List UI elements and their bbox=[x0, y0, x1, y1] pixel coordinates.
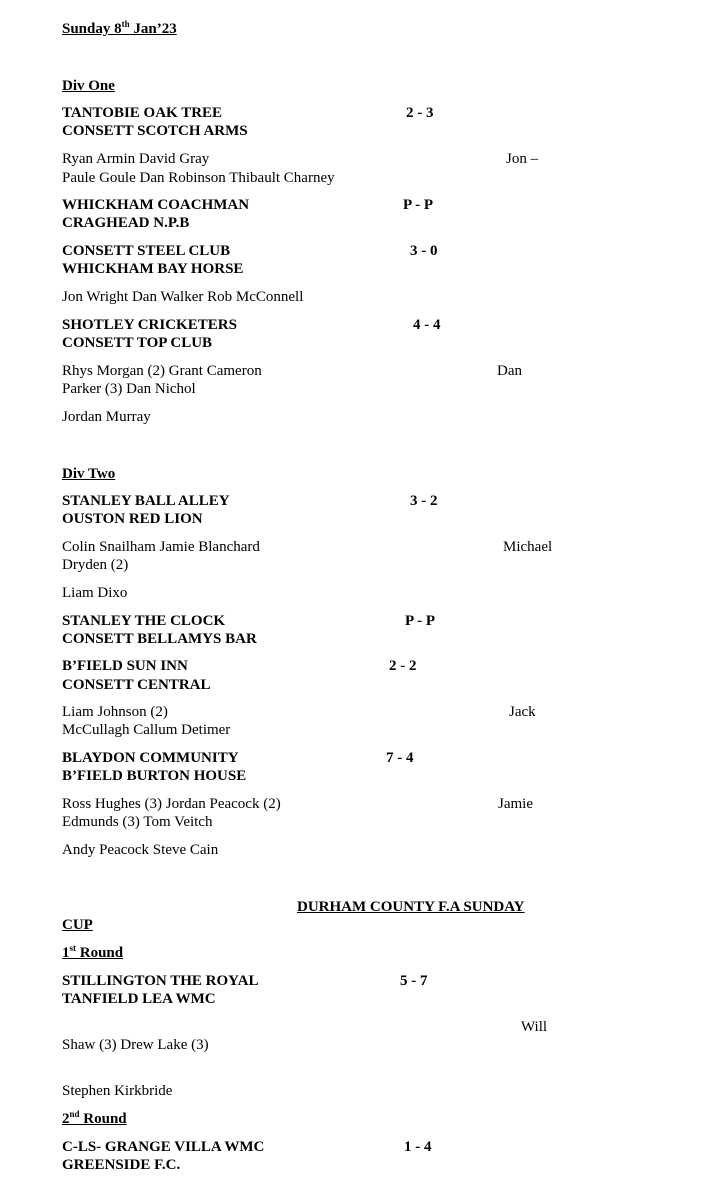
scorers-line: Will bbox=[521, 1019, 548, 1035]
scorers-line: Stephen Kirkbride bbox=[62, 1083, 173, 1099]
scorers-line: Dan bbox=[497, 363, 522, 379]
scorers-line: Parker (3) Dan Nichol bbox=[62, 381, 196, 397]
match-score: 2 - 3 bbox=[406, 105, 434, 121]
scorers-line: Ross Hughes (3) Jordan Peacock (2) bbox=[62, 796, 281, 812]
round-heading: 1st Round bbox=[62, 943, 124, 961]
scorers-line: Dryden (2) bbox=[62, 557, 129, 573]
away-team: CRAGHEAD N.P.B bbox=[62, 215, 190, 231]
cup-title-cont: CUP bbox=[62, 917, 93, 933]
div-two-heading: Div Two bbox=[62, 466, 116, 482]
home-team: TANTOBIE OAK TREE bbox=[62, 105, 223, 121]
match-score: P - P bbox=[405, 613, 435, 629]
home-team: SHOTLEY CRICKETERS bbox=[62, 317, 237, 333]
cup-title: DURHAM COUNTY F.A SUNDAY bbox=[297, 899, 525, 915]
home-team: WHICKHAM COACHMAN bbox=[62, 197, 250, 213]
home-team: BLAYDON COMMUNITY bbox=[62, 750, 239, 766]
home-team: STANLEY BALL ALLEY bbox=[62, 493, 230, 509]
scorers-line: Colin Snailham Jamie Blanchard bbox=[62, 539, 260, 555]
away-team: CONSETT TOP CLUB bbox=[62, 335, 213, 351]
scorers-line: Jamie bbox=[498, 796, 533, 812]
away-team: CONSETT SCOTCH ARMS bbox=[62, 123, 248, 139]
scorers-line: Jon Wright Dan Walker Rob McConnell bbox=[62, 289, 304, 305]
scorers-line: Liam Johnson (2) bbox=[62, 704, 168, 720]
away-team: GREENSIDE F.C. bbox=[62, 1157, 181, 1173]
match-score: 4 - 4 bbox=[413, 317, 441, 333]
round-heading: 2nd Round bbox=[62, 1109, 127, 1127]
scorers-line: Paule Goule Dan Robinson Thibault Charney bbox=[62, 170, 335, 186]
match-score: 1 - 4 bbox=[404, 1139, 432, 1155]
home-team: CONSETT STEEL CLUB bbox=[62, 243, 231, 259]
match-score: 3 - 0 bbox=[410, 243, 438, 259]
scorers-line: Edmunds (3) Tom Veitch bbox=[62, 814, 213, 830]
scorers-line: Jon – bbox=[506, 151, 539, 167]
home-team: STANLEY THE CLOCK bbox=[62, 613, 226, 629]
scorers-line: McCullagh Callum Detimer bbox=[62, 722, 231, 738]
scorers-line: Ryan Armin David Gray bbox=[62, 151, 210, 167]
away-team: TANFIELD LEA WMC bbox=[62, 991, 216, 1007]
match-score: 3 - 2 bbox=[410, 493, 438, 509]
away-team: CONSETT CENTRAL bbox=[62, 677, 211, 693]
away-team: OUSTON RED LION bbox=[62, 511, 203, 527]
home-team: B’FIELD SUN INN bbox=[62, 658, 188, 674]
scorers-line: Michael bbox=[503, 539, 553, 555]
scorers-line: Andy Peacock Steve Cain bbox=[62, 842, 219, 858]
page-date: Sunday 8th Jan’23 bbox=[62, 19, 177, 37]
scorers-line: Jack bbox=[509, 704, 536, 720]
match-score: 7 - 4 bbox=[386, 750, 414, 766]
scorers-line: Rhys Morgan (2) Grant Cameron bbox=[62, 363, 262, 379]
home-team: STILLINGTON THE ROYAL bbox=[62, 973, 259, 989]
scorers-line: Liam Dixo bbox=[62, 585, 128, 601]
div-one-heading: Div One bbox=[62, 78, 115, 94]
scorers-line: Jordan Murray bbox=[62, 409, 151, 425]
match-score: 2 - 2 bbox=[389, 658, 417, 674]
away-team: CONSETT BELLAMYS BAR bbox=[62, 631, 257, 647]
home-team: C-LS- GRANGE VILLA WMC bbox=[62, 1139, 265, 1155]
away-team: WHICKHAM BAY HORSE bbox=[62, 261, 244, 277]
match-score: P - P bbox=[403, 197, 433, 213]
away-team: B’FIELD BURTON HOUSE bbox=[62, 768, 247, 784]
match-score: 5 - 7 bbox=[400, 973, 428, 989]
scorers-line: Shaw (3) Drew Lake (3) bbox=[62, 1037, 209, 1053]
